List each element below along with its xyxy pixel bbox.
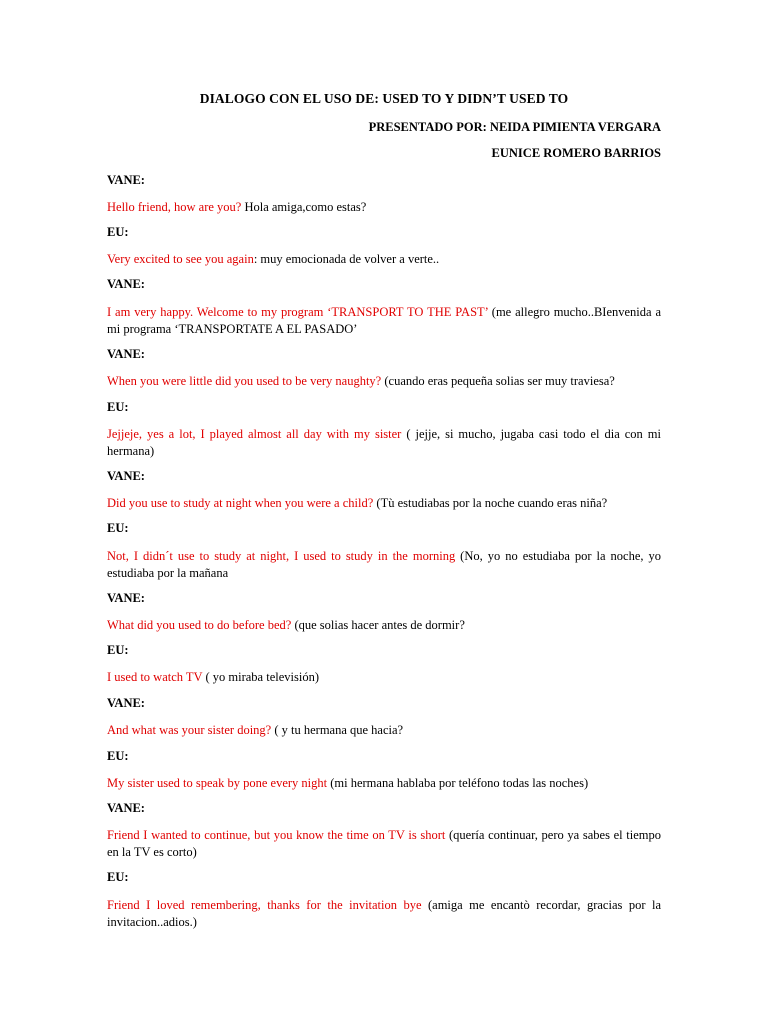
document-title: DIALOGO CON EL USO DE: USED TO Y DIDN’T USED TO	[199, 91, 569, 106]
dialogue-line	[107, 617, 661, 634]
speaker-label: VANE:	[107, 173, 145, 187]
spanish-text: (me allegro mucho..BIenvenida a mi programa ‘TRANSPORTATE A EL PASADO’	[107, 305, 662, 336]
english-text: What did you used to do before bed?	[107, 618, 292, 632]
dialogue-line	[107, 669, 661, 686]
speaker-label: VANE:	[107, 277, 145, 291]
speaker-label: EU:	[107, 225, 129, 239]
speaker-label: VANE:	[107, 347, 145, 361]
spanish-text: ( jejje, si mucho, jugaba casi todo el dia con mi hermana)	[107, 427, 661, 458]
presenter-line-1: PRESENTADO POR: NEIDA PIMIENTA VERGARA	[368, 120, 661, 134]
english-text: Very excited to see you again	[107, 252, 254, 266]
dialogue-line	[107, 199, 661, 216]
spanish-text: (cuando eras pequeña solias ser muy traviesa?	[381, 374, 615, 388]
english-text: I used to watch TV	[107, 670, 203, 684]
speaker-label: EU:	[107, 521, 129, 535]
spanish-text: (que solias hacer antes de dormir?	[291, 618, 465, 632]
speaker-label: VANE:	[107, 801, 145, 815]
spanish-text: (quería continuar, pero ya sabes el tiempo en la TV es corto)	[107, 828, 661, 859]
spanish-text: Hola amiga,como estas?	[241, 200, 367, 214]
english-text: Hello friend, how are you?	[107, 200, 242, 214]
speaker-label: VANE:	[107, 696, 145, 710]
english-text: Jejjeje, yes a lot, I played almost all day with my sister	[107, 427, 402, 441]
english-text: And what was your sister doing?	[107, 723, 272, 737]
spanish-text: ( yo miraba televisión)	[202, 670, 319, 684]
spanish-text: (amiga me encantò recordar, gracias por la invitacion..adios.)	[107, 898, 661, 929]
english-text: My sister used to speak by pone every night	[107, 776, 328, 790]
spanish-text: (mi hermana hablaba por teléfono todas las noches)	[327, 776, 589, 790]
speaker-label: VANE:	[107, 469, 145, 483]
spanish-text: ( y tu hermana que hacia?	[271, 723, 404, 737]
dialogue-line	[107, 373, 661, 390]
english-text: I am very happy. Welcome to my program ‘TRANSPORT TO THE PAST’	[107, 305, 488, 319]
english-text: Friend I loved remembering, thanks for the invitation bye	[107, 898, 422, 912]
speaker-label: EU:	[107, 870, 129, 884]
dialogue-line	[107, 897, 661, 931]
spanish-text: : muy emocionada de volver a verte..	[253, 252, 440, 266]
dialogue-line	[107, 775, 661, 792]
speaker-label: EU:	[107, 400, 129, 414]
speaker-label: VANE:	[107, 591, 145, 605]
dialogue-line	[107, 548, 661, 582]
dialogue-line	[107, 827, 661, 861]
english-text: When you were little did you used to be very naughty?	[107, 374, 382, 388]
dialogue-line	[107, 495, 661, 512]
dialogue-line	[107, 426, 661, 460]
english-text: Friend I wanted to continue, but you know the time on TV is short	[107, 828, 446, 842]
dialogue-line	[107, 251, 661, 268]
english-text: Not, I didn´t use to study at night, I used to study in the morning	[107, 549, 456, 563]
presenter-line-2: EUNICE ROMERO BARRIOS	[491, 146, 661, 160]
dialogue-line	[107, 304, 661, 338]
speaker-label: EU:	[107, 643, 129, 657]
english-text: Did you use to study at night when you were a child?	[107, 496, 374, 510]
dialogue-line	[107, 722, 661, 739]
spanish-text: (No, yo no estudiaba por la noche, yo estudiaba por la mañana	[107, 549, 661, 580]
spanish-text: (Tù estudiabas por la noche cuando eras niña?	[373, 496, 608, 510]
speaker-label: EU:	[107, 749, 129, 763]
